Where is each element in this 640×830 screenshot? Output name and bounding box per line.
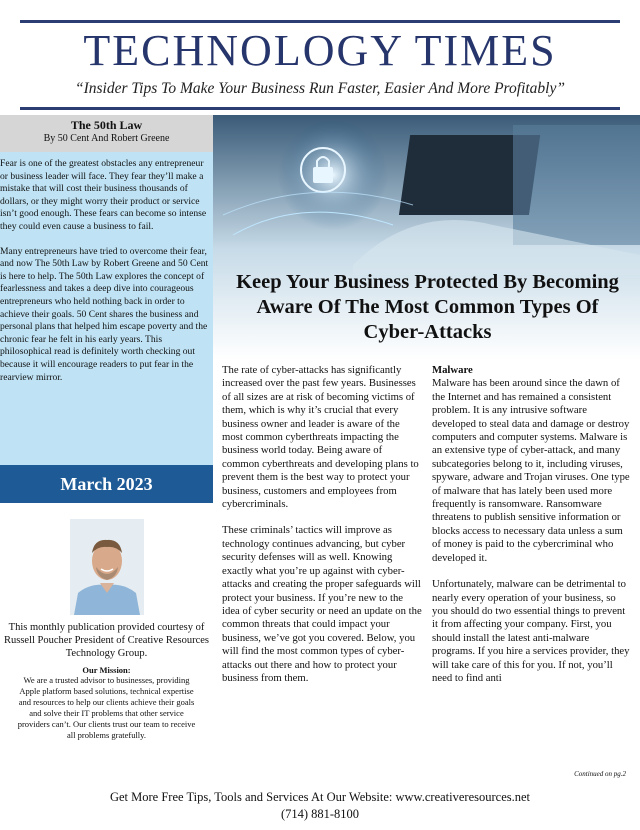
footer-phone: (714) 881-8100 — [280, 807, 360, 821]
article-column-2 — [432, 364, 632, 698]
mission-heading: Our Mission: — [82, 665, 131, 675]
footer — [0, 789, 640, 823]
book-review-body — [0, 152, 213, 465]
book-review-header — [0, 115, 213, 152]
newsletter-tagline: “Insider Tips To Make Your Business Run Faster, Easier And More Profitably” — [74, 80, 565, 97]
mission-text: We are a trusted advisor to businesses, providing Apple platform based solutions, technical expertise and resources to help our clients achieve their goals and solve their IT problems that other service providers can’t. Our clients trust our team to receive all problems gratefully. — [17, 675, 196, 740]
footer-website-line: Get More Free Tips, Tools and Services At Our Website: www.creativeresources.net — [109, 790, 531, 804]
masthead-bottom-rule — [20, 107, 620, 110]
publication-credit: This monthly publication provided courtesy of Russell Poucher President of Creative Resources Technology Group. — [4, 622, 209, 659]
newsletter-title: TECHNOLOGY TIMES — [83, 26, 557, 75]
issue-date: March 2023 — [0, 465, 213, 503]
article-column-1 — [222, 364, 422, 698]
book-paragraph: Many entrepreneurs have tried to overcome their fear, and now The 50th Law by Robert Greene and 50 Cent is here to help. The 50th Law explores the concept of fearlessness and takes a deep dive into courageous entrepreneurs who held nothing back in order to achieve their goals. 50 Cent shares the business and personal plans that helped him escape poverty and the chronic fear he felt in his early years. This philosophical read is definitely worth checking out because it will encourage readers to put fear in the rearview mirror. — [0, 245, 209, 383]
article-paragraph: Malware has been around since the dawn of the Internet and has remained a consistent problem. It is any intrusive software developed to steal data and damage or destroy computers and computer systems. Malware is an extensive type of cyber-attack, and many subcategories belong to it, including viruses, spyware, adware and Trojan viruses. One type of malware that has lately been used more frequently is ransomware. Ransomware threatens to publish sensitive information or blocks access to necessary data unless a sum of money is paid to the cybercriminal who developed it. — [432, 377, 630, 564]
author-photo — [70, 519, 144, 615]
sidebar — [0, 115, 213, 790]
book-author: By 50 Cent And Robert Greene — [43, 133, 170, 144]
article-paragraph: These criminals’ tactics will improve as technology continues advancing, but cyber security defenses will as well. Knowing exactly what you’re up against with cyber-attacks and creating the proper safeguards will protect your business. If you’re new to the idea of cyber security or need an update on the common threats that could impact your business, we’ve got you covered. Below, you will find the most common types of cyber-attacks out there and how to protect your business from them. — [222, 524, 422, 684]
malware-heading: Malware — [432, 364, 473, 376]
portrait-image — [70, 519, 144, 615]
continued-note: Continued on pg.2 — [574, 770, 626, 778]
book-title: The 50th Law — [70, 118, 143, 132]
article-paragraph: Unfortunately, malware can be detrimental to nearly every operation of your business, so you should do two essential things to prevent it from affecting your company. First, you should install the latest anti-malware programs. If you hire a services provider, they will take care of this for you. If not, you’ll need to find anti — [432, 578, 630, 684]
article-headline: Keep Your Business Protected By Becoming Aware Of The Most Common Types Of Cyber-Attacks — [236, 271, 619, 343]
article-paragraph: The rate of cyber-attacks has significantly increased over the past few years. Businesses of all sizes are at risk of becoming victims of them, which is why it’s crucial that every business owner and leader is aware of the most common cyberthreats impacting the business world today. Being aware of common cyberthreats and developing plans to prevent them is the best way to protect your business, customers and employees from cybercriminals. — [222, 364, 419, 511]
book-paragraph: Fear is one of the greatest obstacles any entrepreneur or business leader will face. They fear they’ll make a mistake that will cost their business thousands of dollars, or they might worry their product or service isn’t good enough. These fears can become so intense they could even cause a business to fail. — [0, 158, 207, 232]
masthead-top-rule — [20, 20, 620, 23]
